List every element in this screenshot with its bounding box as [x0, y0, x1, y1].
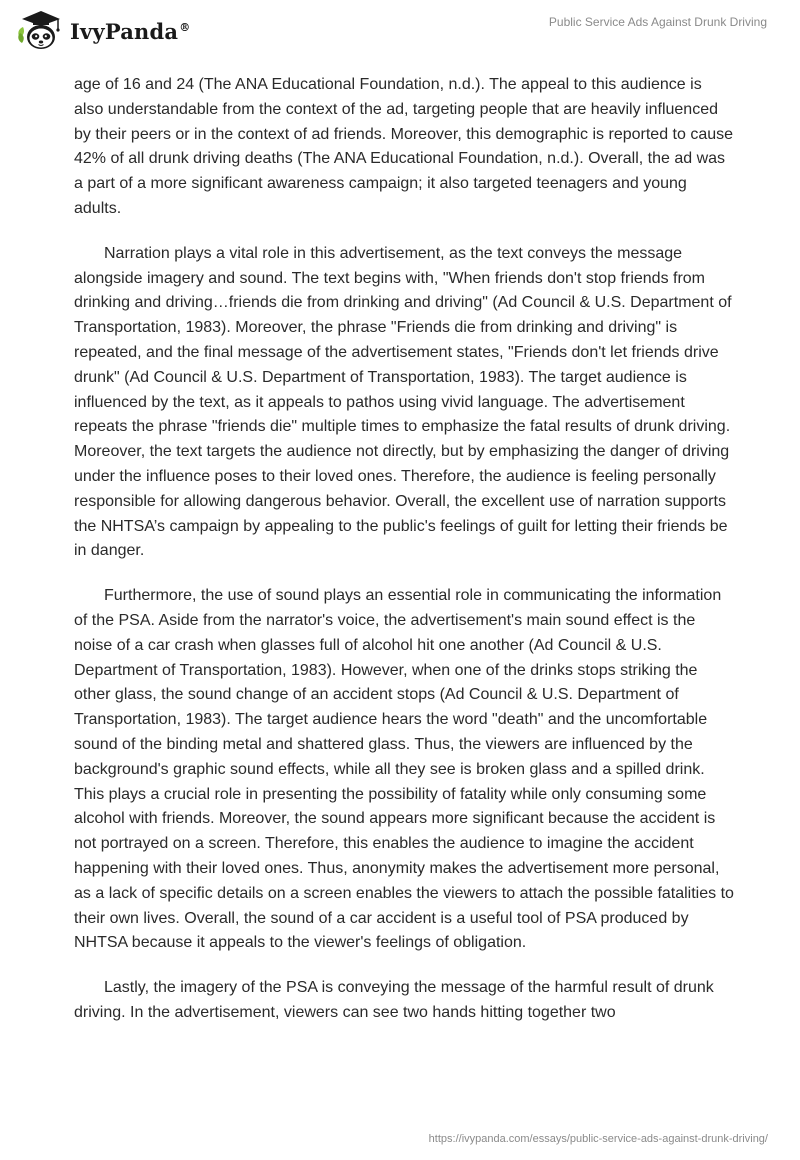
- paragraph-3: Furthermore, the use of sound plays an essential role in communicating the information of the PSA. Aside from the narrator's voice, the advertisement's main sound effect is the noise of a car crash when glasses full of alcohol hit one another (Ad Council & U.S. Department of Transportation, 1983). However, when one of the drinks stops striking the other glass, the sound change of an accident stops (Ad Council & U.S. Department of Transportation, 1983). The target audience hears the word "death" and the uncomfortable sound of the binding metal and shattered glass. Thus, the viewers are influenced by the background's graphic sound effects, while all they see is broken glass and a spilled drink. This plays a crucial role in presenting the possibility of fatality while only consuming some alcohol with friends. Moreover, the sound appears more significant because the accident is not portrayed on a screen. Therefore, this enables the audience to imagine the accident happening with their loved ones. Thus, anonymity makes the advertisement more personal, as a lack of specific details on a screen enables the viewers to attach the possible fatalities to their own lives. Overall, the sound of a car accident is a useful tool of PSA produced by NHTSA because it appeals to the viewer's feelings of obligation.: [74, 587, 734, 952]
- source-url[interactable]: https://ivypanda.com/essays/public-service-ads-against-drunk-driving/: [428, 1133, 768, 1145]
- paragraph-2: Narration plays a vital role in this advertisement, as the text conveys the message alongside imagery and sound. The text begins with, "When friends don't stop friends from drinking and driving…friends die from drinking and driving" (Ad Council & U.S. Department of Transportation, 1983). Moreover, the phrase "Friends die from drinking and driving" is repeated, and the final message of the advertisement states, "Friends don't let friends drive drunk" (Ad Council & U.S. Department of Transportation, 1983). The target audience is influenced by the text, as it appeals to pathos using vivid language. The advertisement repeats the phrase "friends die" multiple times to emphasize the fatal results of drunk driving. Moreover, the text targets the audience not directly, but by emphasizing the danger of driving under the influence poses to their loved ones. Therefore, the audience is feeling personally responsible for allowing dangerous behavior. Overall, the excellent use of narration supports the NHTSA’s campaign by appealing to the public's feelings of guilt for letting their friends be in danger.: [74, 244, 732, 560]
- ivypanda-logo[interactable]: [14, 8, 190, 52]
- registered-mark: ®: [179, 20, 191, 34]
- paragraph-4: Lastly, the imagery of the PSA is conveying the message of the harmful result of drunk driving. In the advertisement, viewers can see two hands hitting together two: [74, 979, 714, 1021]
- brand-name: IvyPanda®: [70, 18, 191, 44]
- essay-body: [74, 73, 734, 1046]
- page-header: [0, 0, 800, 60]
- paragraph-1: age of 16 and 24 (The ANA Educational Foundation, n.d.). The appeal to this audience is also understandable from the context of the ad, targeting people that are heavily influenced by their peers or in the context of ad friends. Moreover, this demographic is reported to cause 42% of all drunk driving deaths (The ANA Educational Foundation, n.d.). Overall, the ad was a part of a more significant awareness campaign; it also targeted teenagers and young adults.: [74, 76, 734, 217]
- document-title: Public Service Ads Against Drunk Driving: [548, 15, 767, 29]
- panda-logo-icon: [14, 8, 66, 52]
